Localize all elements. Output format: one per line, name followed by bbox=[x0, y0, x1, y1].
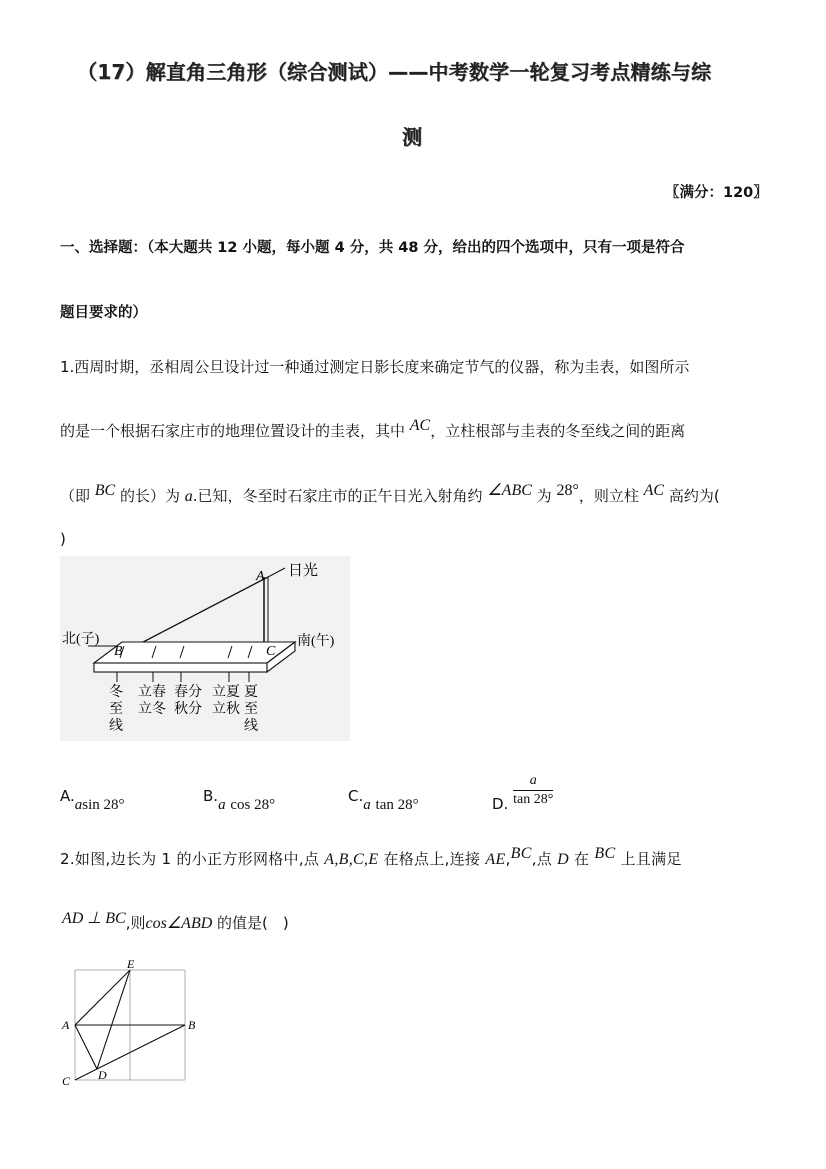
q1-line3 bbox=[60, 482, 720, 506]
q2-line1-c: 在格点上,连接 bbox=[378, 850, 486, 868]
q1-option-a-label: A. bbox=[60, 787, 75, 805]
q1-option-b[interactable] bbox=[203, 787, 276, 813]
label-sunlight: 日光 bbox=[288, 563, 319, 579]
label-b: B bbox=[114, 644, 123, 659]
q1-line2-text-post: ，立柱根部与圭表的冬至线之间的距离 bbox=[430, 422, 686, 440]
col1-b: 至 bbox=[109, 702, 123, 717]
q1-option-a-var: a bbox=[74, 797, 83, 813]
q2-line1-g: ,点 bbox=[531, 850, 558, 868]
q1-line4: ) bbox=[60, 530, 66, 548]
q1-option-d-denominator: tan 28° bbox=[513, 792, 554, 807]
col5-c: 线 bbox=[244, 719, 258, 734]
q1-line3-angle: ∠ABC bbox=[487, 482, 532, 499]
col5-a: 夏 bbox=[244, 685, 258, 700]
q1-line3-bc: BC bbox=[94, 482, 116, 499]
q2-line1-e: , bbox=[505, 850, 511, 868]
q1-option-b-expr: cos 28° bbox=[230, 797, 276, 813]
q1-option-d[interactable] bbox=[492, 773, 554, 813]
section-heading-line2: 题目要求的） bbox=[60, 305, 147, 321]
q2-line2-b: ,则 bbox=[125, 914, 146, 932]
gui-table-front bbox=[94, 663, 267, 672]
label-c2: C bbox=[62, 1074, 71, 1088]
col1-c: 线 bbox=[109, 719, 123, 734]
q2-line1-ae: AE bbox=[485, 851, 506, 868]
q1-option-c-var: a bbox=[363, 797, 371, 813]
q2-line1 bbox=[60, 845, 682, 869]
q2-line1-bc2: BC bbox=[594, 845, 616, 862]
label-e: E bbox=[127, 957, 135, 971]
q2-line1-a: 2.如图,边长为 1 的小正方形网格中,点 bbox=[60, 850, 325, 868]
q1-option-c[interactable] bbox=[348, 787, 419, 813]
col1-a: 冬 bbox=[109, 685, 123, 700]
q2-line1-d: D bbox=[557, 851, 569, 868]
q1-line3-a-var: a bbox=[184, 488, 193, 505]
q1-option-a[interactable] bbox=[60, 787, 125, 813]
segment-ad bbox=[75, 1025, 97, 1069]
label-b2: B bbox=[188, 1018, 196, 1032]
q1-line2-text-pre: 的是一个根据石家庄市的地理位置设计的圭表，其中 bbox=[60, 422, 410, 440]
label-c: C bbox=[266, 644, 276, 659]
col2-b: 立冬 bbox=[138, 702, 166, 717]
q1-line3-k: 高约为( bbox=[664, 487, 720, 505]
q2-line2-perp: AD ⊥ BC bbox=[62, 910, 126, 927]
full-score: 〖满分：120〗 bbox=[665, 185, 768, 201]
q1-line1: 1.西周时期，丞相周公旦设计过一种通过测定日影长度来确定节气的仪器，称为圭表，如图所示 bbox=[60, 358, 690, 376]
q1-line3-g: 为 bbox=[531, 487, 557, 505]
q2-line2-cos: cos∠ABD bbox=[145, 915, 213, 932]
col4-a: 立夏 bbox=[212, 685, 240, 700]
q2-line1-k: 上且满足 bbox=[615, 850, 682, 868]
q2-line1-points: A,B,C,E bbox=[324, 851, 379, 868]
q1-line3-i: ，则立柱 bbox=[578, 487, 644, 505]
col2-a: 立春 bbox=[138, 685, 166, 700]
q2-line2-d: 的值是( ) bbox=[212, 914, 289, 932]
q1-line3-ac: AC bbox=[643, 482, 665, 499]
segment-ed bbox=[97, 970, 130, 1069]
grid-figure bbox=[58, 956, 198, 1090]
q2-line2 bbox=[62, 912, 289, 933]
col3-a: 春分 bbox=[174, 685, 202, 700]
q1-option-c-expr: tan 28° bbox=[375, 797, 419, 813]
page-title-line1: （17）解直角三角形（综合测试）——中考数学一轮复习考点精练与综 bbox=[77, 60, 712, 84]
segment-ae bbox=[75, 970, 130, 1025]
q1-line3-e: .已知，冬至时石家庄市的正午日光入射角约 bbox=[192, 487, 488, 505]
label-a2: A bbox=[62, 1018, 70, 1032]
col3-b: 秋分 bbox=[174, 702, 202, 717]
q1-option-d-label: D. bbox=[492, 795, 509, 813]
label-south: 南(午) bbox=[297, 634, 335, 649]
q1-option-a-expr: sin 28° bbox=[82, 797, 125, 813]
section-heading-line1: 一、选择题：（本大题共 12 小题，每小题 4 分，共 48 分，给出的四个选项中，只有一项是符合 bbox=[60, 240, 685, 256]
q1-line3-c: 的长）为 bbox=[115, 487, 185, 505]
q1-line3-28deg: 28° bbox=[556, 482, 579, 499]
q1-option-b-label: B. bbox=[203, 787, 219, 805]
q1-option-d-fraction bbox=[513, 773, 553, 808]
page-title-line2: 测 bbox=[402, 125, 423, 149]
q1-line2-math-ac: AC bbox=[409, 417, 431, 434]
col4-b: 立秋 bbox=[212, 702, 240, 717]
q2-line1-bc: BC bbox=[510, 845, 532, 862]
q1-option-b-var: a bbox=[218, 797, 226, 813]
col5-b: 至 bbox=[244, 702, 258, 717]
q1-option-d-numerator: a bbox=[513, 773, 553, 791]
q2-line1-i: 在 bbox=[568, 850, 595, 868]
q1-line2 bbox=[60, 417, 686, 441]
gui-table-top bbox=[94, 642, 295, 663]
label-north: 北(子) bbox=[62, 632, 100, 647]
q1-line3-a: （即 bbox=[60, 487, 95, 505]
q1-option-c-label: C. bbox=[348, 787, 364, 805]
label-d2: D bbox=[98, 1068, 107, 1082]
gui-biao-figure bbox=[60, 556, 350, 741]
label-a: A bbox=[256, 569, 265, 584]
